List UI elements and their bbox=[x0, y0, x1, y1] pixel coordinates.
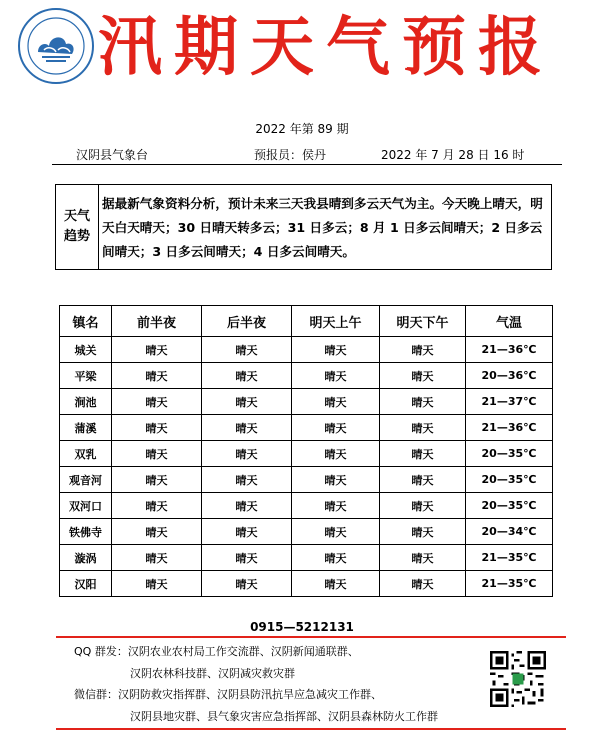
town-name-cell: 平梁 bbox=[60, 363, 112, 389]
weather-cell: 晴天 bbox=[202, 441, 292, 467]
town-name-cell: 双乳 bbox=[60, 441, 112, 467]
weather-cell: 晴天 bbox=[202, 571, 292, 597]
trend-label-line1: 天气 bbox=[63, 209, 90, 224]
town-name-cell: 汉阳 bbox=[60, 571, 112, 597]
issue-datetime: 2022 年 7 月 28 日 16 时 bbox=[381, 148, 525, 162]
temperature-cell: 20—35℃ bbox=[466, 493, 553, 519]
trend-label-line2: 趋势 bbox=[63, 229, 90, 244]
footer-divider bbox=[56, 636, 566, 638]
table-header-row bbox=[60, 306, 553, 337]
column-header: 气温 bbox=[466, 306, 553, 337]
weather-cell: 晴天 bbox=[380, 571, 466, 597]
weather-trend-box bbox=[55, 184, 552, 270]
temperature-cell: 21—36℃ bbox=[466, 415, 553, 441]
column-header: 明天下午 bbox=[380, 306, 466, 337]
weather-cell: 晴天 bbox=[112, 363, 202, 389]
weather-cell: 晴天 bbox=[380, 389, 466, 415]
column-header: 前半夜 bbox=[112, 306, 202, 337]
town-name-cell: 蒲溪 bbox=[60, 415, 112, 441]
weather-cell: 晴天 bbox=[112, 545, 202, 571]
weather-cell: 晴天 bbox=[112, 493, 202, 519]
qr-code-icon bbox=[490, 651, 546, 707]
weather-cell: 晴天 bbox=[202, 545, 292, 571]
weather-cell: 晴天 bbox=[380, 363, 466, 389]
table-row bbox=[60, 545, 553, 571]
weather-cell: 晴天 bbox=[380, 337, 466, 363]
table-row bbox=[60, 493, 553, 519]
weather-cell: 晴天 bbox=[202, 337, 292, 363]
weather-cell: 晴天 bbox=[202, 519, 292, 545]
weather-cell: 晴天 bbox=[292, 467, 380, 493]
forecaster: 预报员：侯丹 bbox=[254, 148, 327, 162]
weather-cell: 晴天 bbox=[202, 415, 292, 441]
forecast-table bbox=[59, 305, 553, 597]
trend-label bbox=[56, 185, 99, 269]
temperature-cell: 21—35℃ bbox=[466, 571, 553, 597]
weather-cell: 晴天 bbox=[292, 571, 380, 597]
temperature-cell: 21—35℃ bbox=[466, 545, 553, 571]
weather-cell: 晴天 bbox=[112, 415, 202, 441]
meteorological-emblem-icon bbox=[16, 6, 96, 86]
town-name-cell: 漩涡 bbox=[60, 545, 112, 571]
town-name-cell: 观音河 bbox=[60, 467, 112, 493]
town-name-cell: 城关 bbox=[60, 337, 112, 363]
weather-cell: 晴天 bbox=[380, 467, 466, 493]
column-header: 后半夜 bbox=[202, 306, 292, 337]
weather-cell: 晴天 bbox=[292, 545, 380, 571]
trend-text: 据最新气象资料分析，预计未来三天我县晴到多云天气为主。今天晚上晴天，明天白天晴天；30 日晴天转多云；31 日多云；8 月 1 日多云间晴天；2 日多云间晴天；3 日多云间晴天；4 日多云间晴天。 bbox=[102, 196, 543, 259]
weather-cell: 晴天 bbox=[202, 493, 292, 519]
table-row bbox=[60, 363, 553, 389]
table-row bbox=[60, 337, 553, 363]
weather-cell: 晴天 bbox=[112, 441, 202, 467]
column-header: 镇名 bbox=[60, 306, 112, 337]
temperature-cell: 20—35℃ bbox=[466, 441, 553, 467]
weather-cell: 晴天 bbox=[380, 545, 466, 571]
town-name-cell: 双河口 bbox=[60, 493, 112, 519]
weather-cell: 晴天 bbox=[292, 519, 380, 545]
page-title: 汛期天气预报 bbox=[98, 10, 554, 85]
weather-cell: 晴天 bbox=[380, 493, 466, 519]
temperature-cell: 20—35℃ bbox=[466, 467, 553, 493]
town-name-cell: 涧池 bbox=[60, 389, 112, 415]
weather-cell: 晴天 bbox=[202, 363, 292, 389]
footer-bottom-divider bbox=[56, 728, 566, 730]
weather-cell: 晴天 bbox=[112, 519, 202, 545]
qq-groups-line: 汉阴农林科技群、汉阴减灾救灾群 bbox=[130, 666, 295, 680]
weather-cell: 晴天 bbox=[292, 389, 380, 415]
weather-cell: 晴天 bbox=[112, 337, 202, 363]
weather-cell: 晴天 bbox=[202, 389, 292, 415]
column-header: 明天上午 bbox=[292, 306, 380, 337]
wechat-groups-line: 微信群：汉阴防救灾指挥群、汉阴县防汛抗旱应急减灾工作群、 bbox=[74, 688, 382, 701]
weather-cell: 晴天 bbox=[380, 441, 466, 467]
table-row bbox=[60, 441, 553, 467]
contact-phone: 0915—5212131 bbox=[250, 620, 354, 634]
distribution-groups bbox=[74, 641, 494, 727]
temperature-cell: 21—36℃ bbox=[466, 337, 553, 363]
temperature-cell: 20—34℃ bbox=[466, 519, 553, 545]
temperature-cell: 20—36℃ bbox=[466, 363, 553, 389]
issue-meta bbox=[76, 146, 576, 164]
weather-cell: 晴天 bbox=[292, 441, 380, 467]
town-name-cell: 铁佛寺 bbox=[60, 519, 112, 545]
weather-cell: 晴天 bbox=[112, 467, 202, 493]
wechat-groups-line: 汉阴县地灾群、县气象灾害应急指挥部、汉阴县森林防火工作群 bbox=[130, 709, 438, 723]
weather-cell: 晴天 bbox=[292, 493, 380, 519]
table-row bbox=[60, 389, 553, 415]
table-row bbox=[60, 519, 553, 545]
issue-number: 2022 年第 89 期 bbox=[255, 122, 349, 136]
weather-cell: 晴天 bbox=[112, 389, 202, 415]
station-name: 汉阴县气象台 bbox=[76, 148, 149, 162]
table-row bbox=[60, 571, 553, 597]
qq-groups-line: QQ 群发：汉阴农业农村局工作交流群、汉阴新闻通联群、 bbox=[74, 645, 359, 658]
table-row bbox=[60, 467, 553, 493]
weather-cell: 晴天 bbox=[112, 571, 202, 597]
weather-cell: 晴天 bbox=[292, 363, 380, 389]
header-divider bbox=[52, 164, 562, 165]
weather-cell: 晴天 bbox=[380, 415, 466, 441]
weather-cell: 晴天 bbox=[292, 337, 380, 363]
weather-cell: 晴天 bbox=[202, 467, 292, 493]
temperature-cell: 21—37℃ bbox=[466, 389, 553, 415]
weather-cell: 晴天 bbox=[292, 415, 380, 441]
weather-cell: 晴天 bbox=[380, 519, 466, 545]
table-row bbox=[60, 415, 553, 441]
